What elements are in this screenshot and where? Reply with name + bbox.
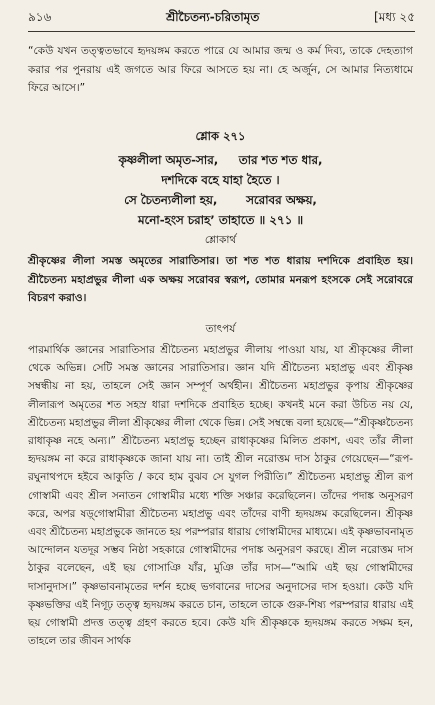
translation-text: শ্রীকৃষ্ণের লীলা সমস্ত অমৃতের সারাতিসার। তা শত শত ধারায় দশদিকে প্রবাহিত হয়। শ্রীচৈতন্য মহাপ্রভুর লীলা এক অক্ষয় সরোবর স্বরূপ, তোমার মনরূপ হংসকে সেই সরোবরে বিচরণ করাও।	[28, 255, 413, 304]
chapter-label: [মধ্য ২৫	[374, 10, 415, 24]
purport-text: পারমার্থিক জ্ঞানের সারাতিসার শ্রীচৈতন্য মহাপ্রভুর লীলায় পাওয়া যায়, যা শ্রীকৃষ্ণের লীলা থেকে অভিন্ন। সেটি সমস্ত জ্ঞানের সারাতিসার। জ্ঞান যদি শ্রীচৈতন্য মহাপ্রভু এবং শ্রীকৃষ্ণ সম্বন্ধীয় না হয়, তাহলে সেই জ্ঞান সম্পূর্ণ অর্থহীন। শ্রীচৈতন্য মহাপ্রভুর কৃপায় শ্রীকৃষ্ণের লীলারূপ অমৃতের শত সহস্র ধারা দশদিকে প্রবাহিত হচ্ছে। কখনই মনে করা উচিত নয় যে, শ্রীচৈতন্য মহাপ্রভুর লীলা শ্রীকৃষ্ণের লীলা থেকে ভিন্ন। সেই সম্বন্ধে বলা হয়েছে—“শ্রীকৃষ্ণচৈতন্য রাধাকৃষ্ণ নহে অন্য।” শ্রীচৈতন্য মহাপ্রভু হচ্ছেন রাধাকৃষ্ণের মিলিত প্রকাশ, এবং তাঁর লীলা হৃদয়ঙ্গম না করে রাধাকৃষ্ণকে জানা যায় না। তাই শ্রীল নরোত্তম দাস ঠাকুর গেয়েছেন—“রূপ-রঘুনাথপদে হইবে আকুতি / কবে হাম বুঝব সে যুগল পিরীতি।” শ্রীচৈতন্য মহাপ্রভু শ্রীল রূপ গোস্বামী এবং শ্রীল সনাতন গোস্বামীর মধ্যে শক্তি সঞ্চার করেছিলেন। তাঁদের পদাঙ্ক অনুসরণ করে, অপর ষড়্‌গোস্বামীরা শ্রীচৈতন্য মহাপ্রভু এবং তাঁদের বাণী হৃদয়ঙ্গম করেছিলেন। শ্রীকৃষ্ণ এবং শ্রীচৈতন্য মহাপ্রভুকে জানতে হয় পরম্পরার ধারায় গোস্বামীদের মাধ্যমে। এই কৃষ্ণভাবনামৃত আন্দোলন যতদূর সম্ভব নিষ্ঠা সহকারে গোস্বামীদের পদাঙ্ক অনুসরণ করছে। শ্রীল নরোত্তম দাস ঠাকুর বলেছেন, এই ছয় গোসাঞি যাঁর, মুঞি তাঁর দাস—“আমি এই ছয় গোস্বামীদের দাসানুদাস।” কৃষ্ণভাবনামৃতের দর্শন হচ্ছে ভগবানের দাসের অনুদাসের দাস হওয়া। কেউ যদি কৃষ্ণভক্তির এই নিগূঢ় তত্ত্ব হৃদয়ঙ্গম করতে চান, তাহলে তাকে গুরু-শিষ্য পরম্পরার ধারায় এই ছয় গোস্বামী প্রদত্ত তত্ত্ব গ্রহণ করতে হবে। কেউ যদি শ্রীকৃষ্ণকে হৃদয়ঙ্গম করতে সক্ষম হন, তাহলে তার জীবন সার্থক	[28, 344, 413, 648]
intro-paragraph: “কেউ যখন তত্ত্বতভাবে হৃদয়ঙ্গম করতে পারে যে আমার জন্ম ও কর্ম দিব্য, তাকে দেহত্যাগ করার পর পুনরায় এই জগতে আর ফিরে আসতে হয় না। হে অর্জুন, সে আমার নিত্যধামে ফিরে আসে।”	[28, 45, 413, 94]
verse-line: দশদিকে বহে যাহা হৈতে ।	[161, 173, 280, 187]
verse-block	[28, 150, 413, 230]
verse-heading: শ্লোক ২৭১	[195, 129, 246, 143]
page-number: ৯১৬	[28, 10, 52, 24]
verse-line: কৃষ্ণলীলা অমৃত-সার, তার শত শত ধার,	[118, 153, 323, 167]
translation-label: শ্লোকার্থ	[204, 234, 237, 246]
verse-line: সে চৈতন্যলীলা হয়, সরোবর অক্ষয়,	[124, 193, 317, 207]
purport-label: তাৎপর্য	[205, 323, 236, 335]
book-title: শ্রীচৈতন্য-চরিতামৃত	[166, 10, 260, 24]
page-header	[28, 8, 415, 30]
verse-line: মনো-হংস চরাহ’ তাহাতে ॥ ২৭১ ॥	[137, 213, 304, 227]
header-rule	[28, 31, 415, 32]
